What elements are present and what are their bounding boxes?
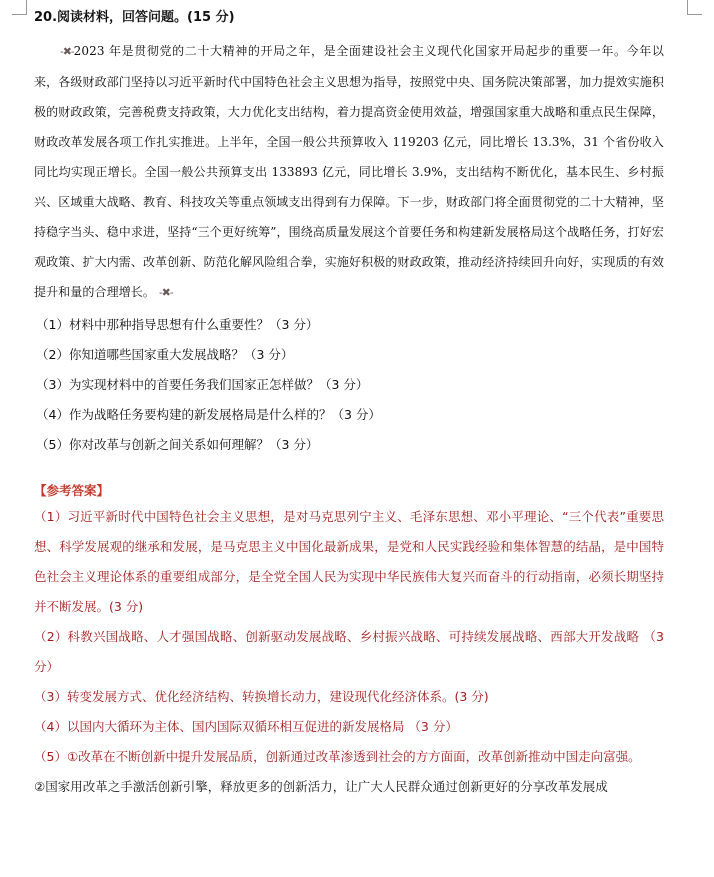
page-corner-mark-left [12, 0, 27, 15]
question-item-4: （4）作为战略任务要构建的新发展格局是什么样的？（3 分） [36, 407, 381, 422]
reading-material [34, 36, 664, 308]
answer-4: （4）以国内大循环为主体、国内国际双循环相互促进的新发展格局 （3 分） [34, 719, 458, 734]
material-text: 2023 年是贯彻党的二十大精神的开局之年，是全面建设社会主义现代化国家开局起步的重要一年。今年以来，各级财政部门坚持以习近平新时代中国特色社会主义思想为指导，按照党中央、国务院决策部署，加力提效实施积极的财政政策，完善税费支持政策，大力优化支出结构，着力提高资金使用效益，增强国家重大战略和重点民生保障，财政改革发展各项工作扎实推进。上半年，全国一般公共预算收入 119203 亿元，同比增长 13.3%，31 个省份收入同比均实现正增长。全国一般公共预算支出 133893 亿元，同比增长 3.9%，支出结构不断优化，基本民生、乡村振兴、区域重大战略、教育、科技攻关等重点领域支出得到有力保障。下一步，财政部门将全面贯彻党的二十大精神，坚持稳字当头、稳中求进，坚持“三个更好统筹”，围绕高质量发展这个首要任务和构建新发展格局这个战略任务，打好宏观政策、扩大内需、改革创新、防范化解风险组合拳，实施好积极的财政政策，推动经济持续回升向好，实现质的有效提升和量的合理增长。 [34, 44, 664, 299]
question-item-3: （3）为实现材料中的首要任务我们国家正怎样做？（3 分） [36, 377, 369, 392]
question-item-5: （5）你对改革与创新之间关系如何理解？（3 分） [36, 437, 319, 452]
question-item-1: （1）材料中那种指导思想有什么重要性？（3 分） [36, 317, 319, 332]
question-item-2: （2）你知道哪些国家重大发展战略？（3 分） [36, 347, 294, 362]
question-list [34, 310, 664, 460]
answer-6: ②国家用改革之手激活创新引擎，释放更多的创新活力，让广大人民群众通过创新更好的分享改革发展成 [34, 779, 608, 794]
page-corner-mark-right [687, 0, 702, 15]
answer-heading: 【参考答案】 [34, 483, 110, 498]
answer-5: （5）①改革在不断创新中提升发展品质，创新通过改革渗透到社会的方方面面，改革创新推动中国走向富强。 [34, 749, 641, 764]
question-title: 20.阅读材料，回答问题。(15 分) [34, 10, 235, 25]
answer-3: （3）转变发展方式、优化经济结构、转换增长动力，建设现代化经济体系。(3 分) [34, 689, 489, 704]
ornament-left-icon: -✖- [60, 45, 74, 58]
document-page [34, 8, 664, 802]
ornament-right-icon: -✖- [158, 286, 173, 299]
answer-2: （2）科教兴国战略、人才强国战略、创新驱动发展战略、乡村振兴战略、可持续发展战略、西部大开发战略 （3 分） [34, 629, 664, 674]
answer-1: （1）习近平新时代中国特色社会主义思想，是对马克思列宁主义、毛泽东思想、邓小平理论、“三个代表”重要思想、科学发展观的继承和发展，是马克思主义中国化最新成果，是党和人民实践经验和集体智慧的结晶，是中国特色社会主义理论体系的重要组成部分，是全党全国人民为实现中华民族伟大复兴而奋斗的行动指南，必须长期坚持并不断发展。(3 分) [34, 509, 664, 614]
